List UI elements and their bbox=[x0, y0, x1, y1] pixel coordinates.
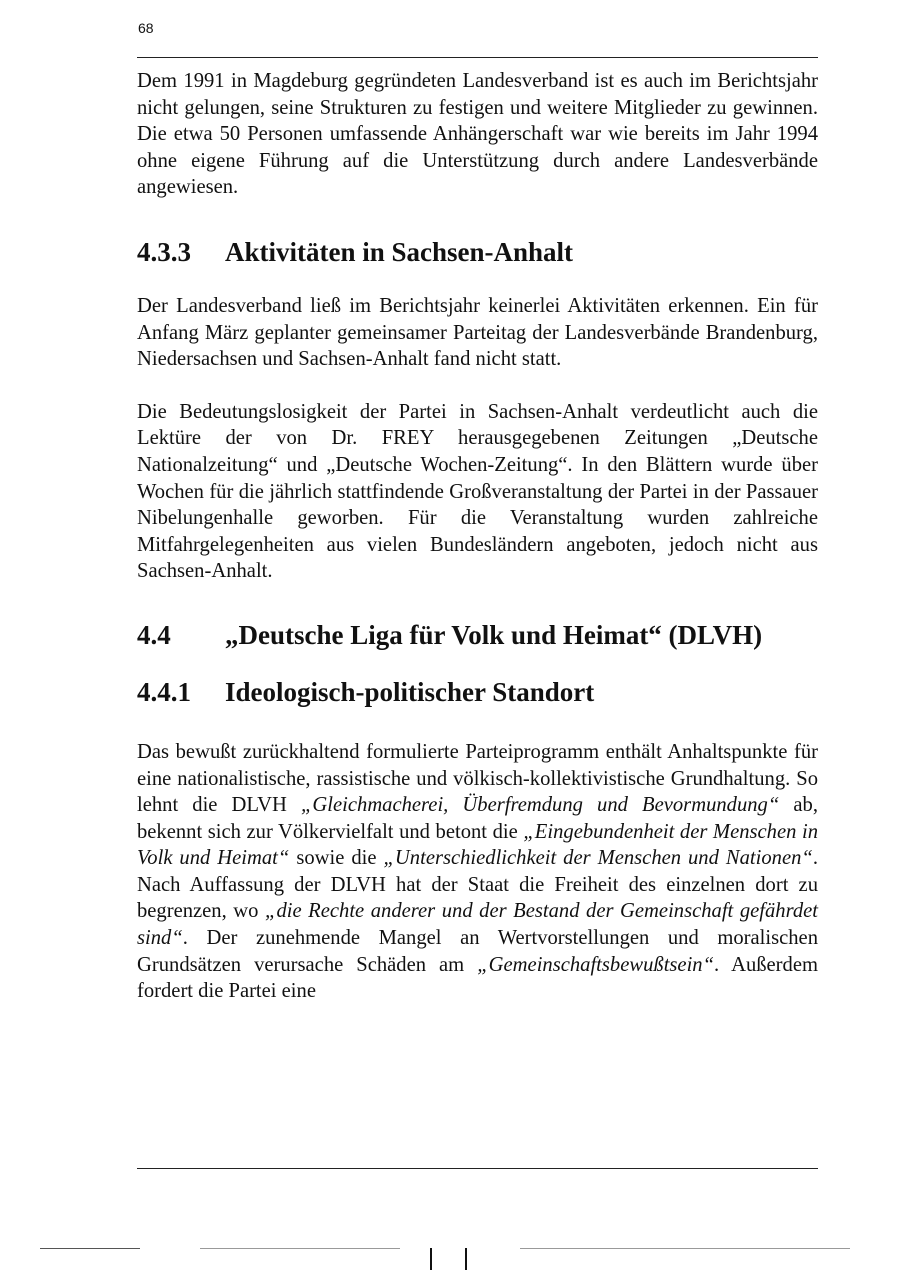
heading-4-4 bbox=[137, 619, 818, 651]
text-segment: Das bewußt zurückhaltend formulierte Parteiprogramm enthält Anhaltspunkte für eine nationalistische, rassistische und völkisch-kollektivistische Grundhaltung. So lehnt die DLVH bbox=[137, 740, 818, 817]
quote-segment: „Eingebundenheit der Menschen in Volk und Heimat“ bbox=[137, 820, 819, 870]
text-segment: . Nach Auffassung der DLVH hat der Staat die Freiheit des einzelnen dort zu begrenzen, wo bbox=[137, 847, 818, 923]
footer-rule bbox=[137, 1168, 818, 1169]
heading-number: 4.3.3 bbox=[137, 236, 191, 267]
page-body bbox=[137, 68, 818, 1005]
scan-line bbox=[520, 1248, 850, 1249]
scan-line bbox=[200, 1248, 400, 1249]
quote-segment: „Gleichmacherei, Überfremdung und Bevormundung“ bbox=[300, 794, 780, 817]
heading-number: 4.4 bbox=[137, 619, 171, 650]
scan-line bbox=[40, 1248, 140, 1249]
paragraph-parteiprogramm bbox=[137, 739, 818, 1005]
page-number: 68 bbox=[138, 20, 154, 36]
text-segment: . Der zunehmende Mangel an Wertvorstellungen und moralischen Grundsätzen verursache Schäden am bbox=[137, 927, 818, 976]
heading-4-3-3 bbox=[137, 236, 818, 268]
scan-bar bbox=[465, 1248, 467, 1270]
heading-title: Ideologisch-politischer Standort bbox=[225, 676, 595, 707]
quote-segment: „Unterschiedlichkeit der Menschen und Nationen“ bbox=[383, 847, 813, 870]
paragraph-magdeburg: Dem 1991 in Magdeburg gegründeten Landesverband ist es auch im Berichtsjahr nicht gelungen, seine Strukturen zu festigen und weitere Mitglieder zu gewinnen. Die etwa 50 Personen umfassende Anhängerschaft war wie bereits im Jahr 1994 ohne eigene Führung auf die Unterstützung durch andere Landesverbände angewiesen. bbox=[137, 70, 818, 199]
heading-title: „Deutsche Liga für Volk und Heimat“ (DLVH) bbox=[225, 619, 763, 650]
heading-number: 4.4.1 bbox=[137, 676, 191, 707]
scan-bar bbox=[430, 1248, 432, 1270]
text-segment: . Außerdem fordert die Partei eine bbox=[137, 953, 818, 1003]
heading-4-4-1 bbox=[137, 676, 818, 708]
quote-segment: „Gemeinschaftsbewußtsein“ bbox=[477, 953, 715, 976]
header-rule bbox=[137, 57, 818, 58]
text-segment: sowie die bbox=[289, 847, 384, 870]
heading-title: Aktivitäten in Sachsen-Anhalt bbox=[225, 236, 574, 267]
scan-artifacts bbox=[0, 1240, 900, 1274]
quote-segment: „die Rechte anderer und der Bestand der Gemeinschaft gefährdet sind“ bbox=[137, 900, 818, 950]
paragraph-bedeutungslosigkeit: Die Bedeutungslosigkeit der Partei in Sachsen-Anhalt verdeutlicht auch die Lektüre der von Dr. FREY herausgegebenen Zeitungen „Deutsche Nationalzeitung“ und „Deutsche Wochen-Zeitung“. In den Blättern wurde über Wochen für die jährlich stattfindende Großveranstaltung der Partei in der Passauer Nibelungenhalle geworben. Für die Veranstaltung wurden zahlreiche Mitfahrgelegenheiten aus vielen Bundesländern angeboten, jedoch nicht aus Sachsen-Anhalt. bbox=[137, 400, 818, 583]
paragraph-landesverband: Der Landesverband ließ im Berichtsjahr keinerlei Aktivitäten erkennen. Ein für Anfang März geplanter gemeinsamer Parteitag der Landesverbände Brandenburg, Niedersachsen und Sachsen-Anhalt fand nicht statt. bbox=[137, 294, 818, 371]
text-segment: ab, bekennt sich zur Völkervielfalt und betont die bbox=[137, 794, 819, 843]
